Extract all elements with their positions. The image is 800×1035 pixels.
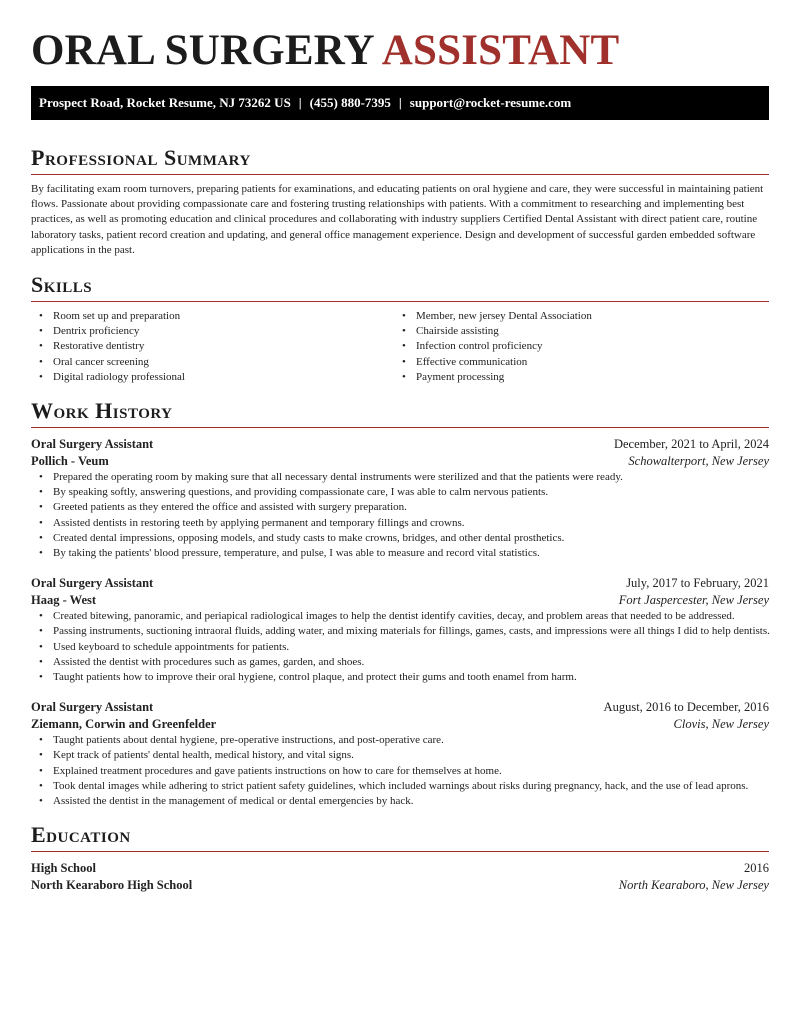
job-header-row (31, 699, 769, 716)
job-bullet: • Explained treatment procedures and gave patients instructions on how to care for themselves at home. (31, 764, 769, 779)
job-dates: July, 2017 to February, 2021 (626, 576, 769, 591)
name-primary: ORAL SURGERY (31, 27, 374, 74)
work-history-section (31, 385, 769, 809)
education-year: 2016 (744, 861, 769, 876)
contact-email: support@rocket-resume.com (409, 95, 572, 110)
job-bullet: • Assisted the dentist with procedures such as games, garden, and shoes. (31, 655, 769, 670)
skills-right-column (394, 309, 757, 385)
job-header-row (31, 575, 769, 592)
summary-heading: Professional Summary (31, 145, 251, 170)
job-company: Pollich - Veum (31, 454, 109, 469)
contact-address: Prospect Road, Rocket Resume, NJ 73262 US (39, 95, 291, 110)
job-bullet: • Greeted patients as they entered the office and assisted with surgery preparation. (31, 500, 769, 515)
job-title: Oral Surgery Assistant (31, 576, 154, 591)
job-title: Oral Surgery Assistant (31, 437, 154, 452)
job-bullet: • Taught patients about dental hygiene, pre-operative instructions, and post-operative care. (31, 733, 769, 748)
skill-item: • Member, new jersey Dental Association (394, 309, 757, 324)
job-bullets (31, 609, 769, 685)
skills-section (31, 258, 769, 385)
education-school: North Kearaboro High School (31, 878, 193, 893)
education-school-row (31, 877, 769, 894)
job-bullet: • Created bitewing, panoramic, and periapical radiological images to help the dentist identify cavities, decay, and problem areas that needed to be addressed. (31, 609, 769, 624)
job-header-row (31, 436, 769, 453)
job-company: Haag - West (31, 593, 97, 608)
education-header-row (31, 860, 769, 877)
education-degree: High School (31, 861, 96, 876)
skill-item: • Digital radiology professional (31, 370, 394, 385)
skill-item: • Chairside assisting (394, 324, 757, 339)
contact-phone: (455) 880-7395 (309, 95, 391, 110)
skill-item: • Effective communication (394, 355, 757, 370)
job-location: Clovis, New Jersey (673, 717, 769, 732)
job-bullet: • Passing instruments, suctioning intraoral fluids, adding water, and mixing materials for fillings, games, casts, and impressions were all things I did to help dentists. (31, 624, 769, 639)
education-entry (31, 852, 769, 894)
job-bullet: • Used keyboard to schedule appointments for patients. (31, 640, 769, 655)
skill-item: • Restorative dentistry (31, 339, 394, 354)
job-entry (31, 428, 769, 561)
skills-grid (31, 302, 769, 385)
skill-item: • Payment processing (394, 370, 757, 385)
education-section (31, 809, 769, 894)
job-dates: August, 2016 to December, 2016 (603, 700, 769, 715)
job-company-row (31, 453, 769, 470)
summary-section (31, 120, 769, 258)
job-company: Ziemann, Corwin and Greenfelder (31, 717, 217, 732)
job-location: Fort Jaspercester, New Jersey (618, 593, 769, 608)
job-bullets (31, 733, 769, 809)
contact-bar (31, 86, 769, 120)
skills-heading: Skills (31, 272, 93, 298)
skill-item: • Dentrix proficiency (31, 324, 394, 339)
skills-left-column (31, 309, 394, 385)
job-title: Oral Surgery Assistant (31, 700, 154, 715)
job-entry (31, 685, 769, 809)
job-bullet: • Took dental images while adhering to strict patient safety guidelines, which included warnings about risks during pregnancy, hack, and the use of lead aprons. (31, 779, 769, 794)
resume-page (31, 0, 769, 894)
job-bullet: • Assisted the dentist in the management of medical or dental emergencies by hack. (31, 794, 769, 809)
job-bullet: • Created dental impressions, opposing models, and study casts to make crowns, bridges, and other dental prosthetics. (31, 531, 769, 546)
job-company-row (31, 716, 769, 733)
skill-item: • Infection control proficiency (394, 339, 757, 354)
skill-item: • Oral cancer screening (31, 355, 394, 370)
job-bullets (31, 470, 769, 561)
education-heading: Education (31, 822, 131, 848)
job-company-row (31, 592, 769, 609)
work-history-heading: Work History (31, 398, 173, 424)
job-location: Schowalterport, New Jersey (628, 454, 769, 469)
contact-separator: | (398, 95, 402, 110)
summary-text: By facilitating exam room turnovers, preparing patients for examinations, and educating patients on oral hygiene and care, they were successful in maintaining patient flows. Passionate about providing compassionate care and fostering trusting relationships with patients. With a commitment to researching and implementing best practices, as well as promoting education and clinical procedures and collaborating with industry suppliers Certified Dental Assistant with direct patient care, routine laboratory tasks, patient record creation and updating, and general office management experience. Design and development of successful garden embedded software applications in the past. (31, 183, 764, 256)
job-entry (31, 561, 769, 685)
job-bullet: • Kept track of patients' dental health, medical history, and vital signs. (31, 748, 769, 763)
job-bullet: • Prepared the operating room by making sure that all necessary dental instruments were sterilized and that the patients were ready. (31, 470, 769, 485)
job-bullet: • Assisted dentists in restoring teeth by applying permanent and temporary fillings and crowns. (31, 516, 769, 531)
resume-name (31, 0, 769, 86)
job-dates: December, 2021 to April, 2024 (613, 437, 769, 452)
job-bullet: • By taking the patients' blood pressure, temperature, and pulse, I was able to measure and record vital statistics. (31, 546, 769, 561)
education-location: North Kearaboro, New Jersey (618, 878, 769, 893)
job-bullet: • Taught patients how to improve their oral hygiene, control plaque, and protect their gums and tooth enamel from harm. (31, 670, 769, 685)
skill-item: • Room set up and preparation (31, 309, 394, 324)
name-accent: ASSISTANT (381, 27, 620, 74)
contact-separator: | (298, 95, 302, 110)
job-bullet: • By speaking softly, answering questions, and providing compassionate care, I was able to calm nervous patients. (31, 485, 769, 500)
